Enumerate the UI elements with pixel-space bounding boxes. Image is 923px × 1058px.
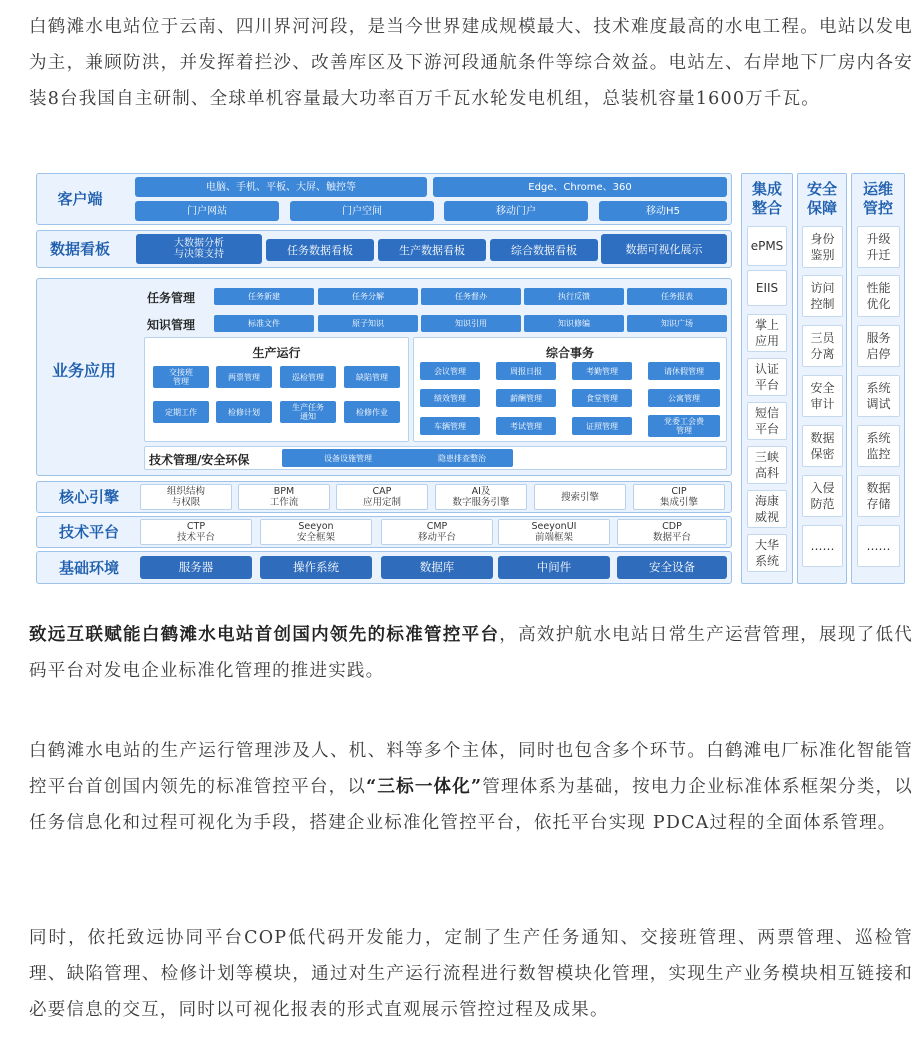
production-item: 生产任务 通知 (280, 401, 336, 423)
management-text-a: 白鹤滩水电站的生产运行管理涉及人、机、料等多个主体，同时也包含多个环节。白鹤滩电厂标准化智能管控平台首创国内领先的标准管控平台，以 (29, 741, 913, 797)
ops-item: 数据 存储 (857, 475, 900, 517)
task-mgmt-label: 任务管理 (147, 291, 196, 305)
general-item: 证照管理 (572, 417, 632, 435)
security-item: 三员 分离 (802, 325, 843, 367)
task-item: 任务分解 (318, 288, 418, 305)
techplat-item: CTP 技术平台 (140, 519, 252, 545)
client-label: 客户端 (57, 190, 103, 208)
engine-item: AI及 数字服务引擎 (435, 484, 527, 510)
ops-title: 运维 管控 (862, 180, 893, 217)
engine-item: CAP 应用定制 (336, 484, 428, 510)
infra-item: 安全设备 (617, 556, 727, 579)
security-item: 入侵 防范 (802, 475, 843, 517)
techplat-item: CMP 移动平台 (381, 519, 493, 545)
knowledge-item: 标准文件 (214, 315, 314, 332)
module-paragraph: 同时，依托致远协同平台COP低代码开发能力，定制了生产任务通知、交接班管理、两票管理、巡检管理、缺陷管理、检修计划等模块，通过对生产运行流程进行数智模块化管理，实现生产业务模块相互链接和必要信息的交互，同时以可视化报表的形式直观展示管控过程及成果。 (29, 928, 913, 1020)
dashboard-label: 数据看板 (49, 240, 110, 258)
techplat-item: CDP 数据平台 (617, 519, 727, 545)
general-item: 车辆管理 (420, 417, 480, 435)
ops-item: 系统 调试 (857, 375, 900, 417)
tech-safety-item: 设备设施管理 (282, 449, 414, 467)
engine-item: 组织结构 与权限 (140, 484, 232, 510)
architecture-diagram (36, 173, 906, 587)
production-item: 检修作业 (344, 401, 400, 423)
general-item: 薪酬管理 (496, 389, 556, 407)
knowledge-item: 原子知识 (318, 315, 418, 332)
client-devices: 电脑、手机、平板、大屏、触控等 (135, 177, 427, 197)
dashboard-item: 大数据分析 与决策支持 (136, 234, 262, 264)
infra-item: 操作系统 (260, 556, 372, 579)
ops-item: 系统 监控 (857, 425, 900, 467)
engine-item: 搜索引擎 (534, 484, 626, 510)
highlight-bold-text: 致远互联赋能白鹤滩水电站首创国内领先的标准管控平台 (29, 625, 500, 645)
infra-item: 服务器 (140, 556, 252, 579)
production-item: 检修计划 (216, 401, 272, 423)
infra-label: 基础环境 (58, 558, 119, 577)
dashboard-item: 生产数据看板 (378, 239, 486, 261)
highlight-rest-text: ，高效护航水电站日常生产运营管理，展现了低代码平台对发电企业标准化管理的推进实践。 (29, 625, 914, 681)
ops-item: 服务 启停 (857, 325, 900, 367)
ops-item: …… (857, 525, 900, 567)
business-label: 业务应用 (51, 361, 116, 380)
integration-item: 掌上 应用 (747, 314, 787, 352)
engine-item: CIP 集成引擎 (633, 484, 725, 510)
security-item: …… (802, 525, 843, 567)
general-affairs-label: 综合事务 (545, 346, 594, 360)
management-text-b: 管理体系为基础，按电力企业标准体系框架分类，以任务信息化和过程可视化为手段，搭建企业标准化管控平台，依托平台实现 PDCA过程的全面体系管理。 (29, 777, 913, 833)
client-portal-space: 门户空间 (290, 201, 434, 221)
security-column (797, 173, 847, 584)
intro-paragraph: 白鹤滩水电站位于云南、四川界河河段，是当今世界建成规模最大、技术难度最高的水电工程。电站以发电为主，兼顾防洪，并发挥着拦沙、改善库区及下游河段通航条件等综合效益。电站左、右岸地下厂房内各安装8台我国自主研制、全球单机容量最大功率百万千瓦水轮发电机组，总装机容量1600万千瓦。 (29, 17, 913, 109)
ops-column (851, 173, 905, 584)
management-bold-text: “三标一体化” (366, 777, 483, 797)
knowledge-item: 知识引用 (421, 315, 521, 332)
engine-item: BPM 工作流 (238, 484, 330, 510)
general-item: 党委工会费 管理 (648, 415, 720, 437)
integration-item: 认证 平台 (747, 358, 787, 396)
security-item: 安全 审计 (802, 375, 843, 417)
knowledge-item: 知识修编 (524, 315, 624, 332)
task-item: 执行反馈 (524, 288, 624, 305)
production-item: 两票管理 (216, 366, 272, 388)
general-item: 考勤管理 (572, 362, 632, 380)
integration-item: EIIS (747, 270, 787, 306)
integration-item: 大华 系统 (747, 534, 787, 572)
security-item: 访问 控制 (802, 275, 843, 317)
production-item: 巡检管理 (280, 366, 336, 388)
general-item: 食堂管理 (572, 389, 632, 407)
task-item: 任务督办 (421, 288, 521, 305)
techplat-label: 技术平台 (58, 523, 119, 541)
security-title: 安全 保障 (806, 180, 837, 217)
client-portal-site: 门户网站 (135, 201, 279, 221)
production-ops-label: 生产运行 (252, 346, 301, 360)
security-item: 身份 鉴别 (802, 226, 843, 268)
engine-label: 核心引擎 (58, 488, 119, 506)
client-browsers: Edge、Chrome、360 (433, 177, 727, 197)
security-item: 数据 保密 (802, 425, 843, 467)
ops-item: 升级 升迁 (857, 226, 900, 268)
knowledge-mgmt-label: 知识管理 (147, 318, 196, 332)
dashboard-item: 任务数据看板 (266, 239, 374, 261)
techplat-item: SeeyonUI 前端框架 (498, 519, 610, 545)
integration-item: ePMS (747, 226, 787, 266)
general-item: 请休假管理 (648, 362, 720, 380)
client-mobile-h5: 移动H5 (599, 201, 727, 221)
integration-column (741, 173, 793, 584)
integration-title: 集成 整合 (751, 180, 782, 217)
general-item: 公寓管理 (648, 389, 720, 407)
general-item: 绩效管理 (420, 389, 480, 407)
highlight-paragraph (29, 617, 913, 689)
production-item: 交接班 管理 (153, 366, 209, 388)
integration-item: 海康 威视 (747, 490, 787, 528)
integration-item: 三峡 高科 (747, 446, 787, 484)
infra-item: 中间件 (498, 556, 610, 579)
tech-safety-label: 技术管理/安全环保 (149, 453, 250, 467)
dashboard-item: 综合数据看板 (490, 239, 598, 261)
task-item: 任务报表 (627, 288, 727, 305)
ops-item: 性能 优化 (857, 275, 900, 317)
client-mobile-portal: 移动门户 (444, 201, 588, 221)
integration-item: 短信 平台 (747, 402, 787, 440)
tech-safety-item: 隐患排查整治 (411, 449, 513, 467)
infra-item: 数据库 (381, 556, 493, 579)
production-item: 缺陷管理 (344, 366, 400, 388)
production-item: 定期工作 (153, 401, 209, 423)
task-item: 任务新建 (214, 288, 314, 305)
techplat-item: Seeyon 安全框架 (260, 519, 372, 545)
general-item: 周报日报 (496, 362, 556, 380)
dashboard-item: 数据可视化展示 (601, 234, 727, 264)
general-item: 会议管理 (420, 362, 480, 380)
management-paragraph (29, 733, 913, 841)
general-item: 考试管理 (496, 417, 556, 435)
knowledge-item: 知识广场 (627, 315, 727, 332)
